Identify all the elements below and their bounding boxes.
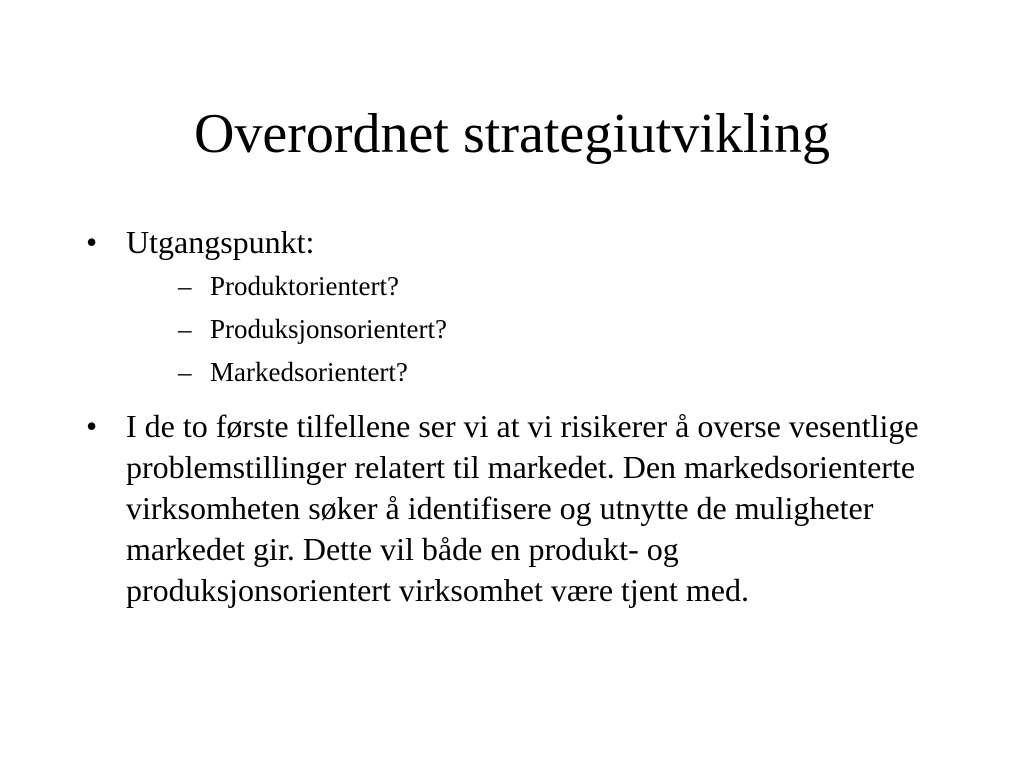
dash-icon: –	[178, 357, 192, 387]
slide-body	[86, 222, 946, 623]
bullet-text: I de to første tilfellene ser vi at vi risikerer å overse vesentlige problemstillinger relatert til markedet. Den markedsorienterte virksomheten søker å identifisere og utnytte de muligheter markedet gir. Dette vil både en produkt- og produksjonsorientert virksomhet være tjent med.	[126, 408, 919, 608]
sub-bullet-text: Produktorientert?	[210, 271, 399, 301]
bullet-text: Utgangspunkt:	[126, 224, 315, 260]
sub-bullet-item	[126, 308, 946, 351]
sub-bullet-text: Produksjonsorientert?	[210, 314, 447, 344]
bullet-item	[86, 406, 946, 611]
sub-bullet-item	[126, 351, 946, 394]
dash-icon: –	[178, 271, 192, 301]
sub-bullet-item	[126, 265, 946, 308]
dash-icon: –	[178, 314, 192, 344]
sub-bullet-text: Markedsorientert?	[210, 357, 408, 387]
slide-title: Overordnet strategiutvikling	[193, 103, 831, 165]
sub-bullet-list	[126, 265, 946, 394]
bullet-icon: •	[86, 224, 98, 260]
bullet-icon: •	[86, 408, 98, 444]
bullet-item	[86, 222, 946, 394]
